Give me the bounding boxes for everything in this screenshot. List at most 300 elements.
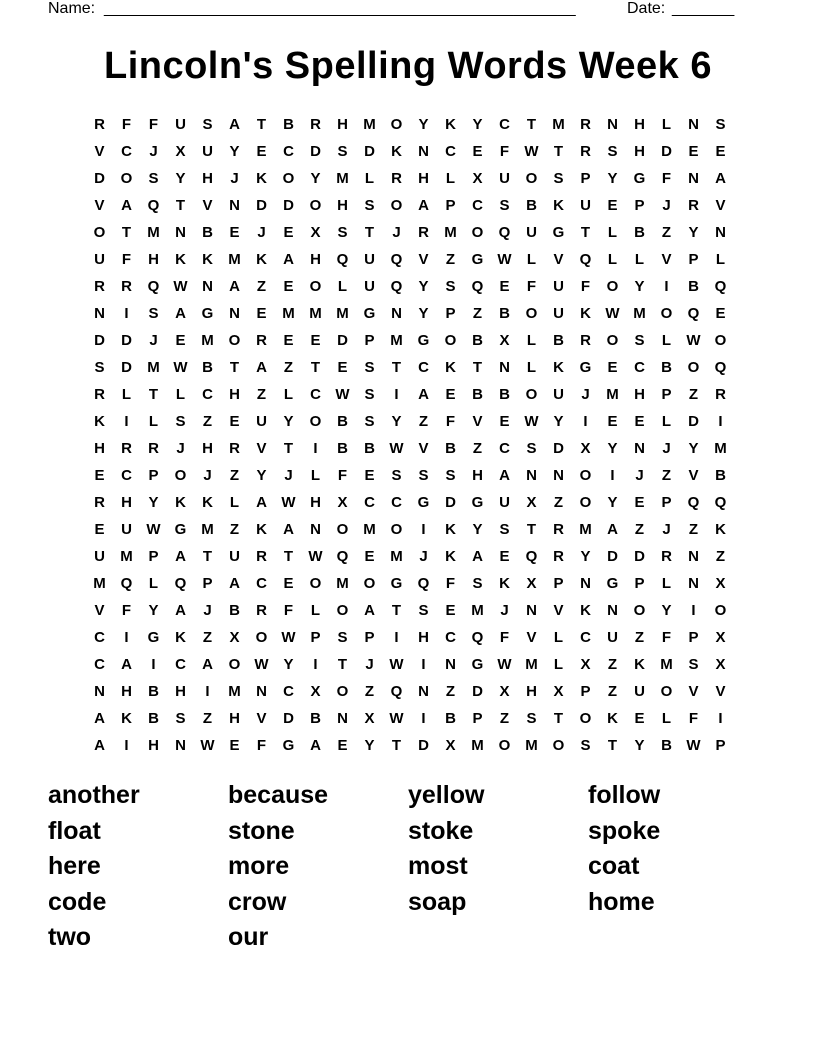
grid-cell[interactable]: B: [526, 197, 537, 214]
grid-cell[interactable]: K: [499, 575, 510, 592]
grid-cell[interactable]: U: [553, 386, 564, 403]
grid-cell[interactable]: B: [661, 737, 672, 754]
grid-cell[interactable]: C: [175, 656, 186, 673]
grid-cell[interactable]: I: [691, 602, 696, 619]
grid-cell[interactable]: I: [394, 629, 399, 646]
grid-cell[interactable]: T: [256, 116, 267, 133]
grid-cell[interactable]: U: [634, 683, 645, 700]
grid-cell[interactable]: M: [714, 440, 727, 457]
grid-cell[interactable]: O: [525, 386, 538, 403]
grid-cell[interactable]: M: [147, 224, 160, 241]
grid-cell[interactable]: K: [715, 521, 726, 538]
grid-cell[interactable]: Q: [120, 575, 133, 592]
grid-cell[interactable]: E: [283, 332, 294, 349]
grid-cell[interactable]: Q: [147, 278, 160, 295]
grid-cell[interactable]: W: [200, 737, 215, 754]
grid-cell[interactable]: R: [256, 332, 267, 349]
grid-cell[interactable]: A: [310, 737, 321, 754]
grid-cell[interactable]: R: [553, 521, 564, 538]
grid-cell[interactable]: Y: [580, 548, 591, 565]
grid-cell[interactable]: H: [148, 737, 159, 754]
grid-cell[interactable]: P: [553, 575, 564, 592]
grid-cell[interactable]: R: [688, 197, 699, 214]
grid-cell[interactable]: M: [525, 656, 538, 673]
grid-cell[interactable]: V: [472, 413, 483, 430]
grid-cell[interactable]: N: [175, 737, 186, 754]
grid-cell[interactable]: Z: [256, 386, 267, 403]
grid-cell[interactable]: H: [418, 629, 429, 646]
grid-cell[interactable]: B: [661, 359, 672, 376]
grid-cell[interactable]: T: [391, 602, 402, 619]
grid-cell[interactable]: N: [688, 575, 699, 592]
grid-cell[interactable]: N: [391, 305, 402, 322]
grid-cell[interactable]: X: [715, 575, 726, 592]
grid-cell[interactable]: T: [526, 116, 537, 133]
grid-cell[interactable]: S: [499, 197, 510, 214]
grid-cell[interactable]: E: [256, 305, 267, 322]
grid-cell[interactable]: E: [256, 143, 267, 160]
grid-cell[interactable]: A: [175, 548, 186, 565]
grid-cell[interactable]: Y: [553, 413, 564, 430]
grid-cell[interactable]: N: [634, 440, 645, 457]
grid-cell[interactable]: Z: [715, 548, 726, 565]
grid-cell[interactable]: N: [607, 602, 618, 619]
grid-cell[interactable]: D: [688, 413, 699, 430]
grid-cell[interactable]: Z: [202, 710, 213, 727]
grid-cell[interactable]: M: [201, 521, 214, 538]
grid-cell[interactable]: D: [283, 710, 294, 727]
grid-cell[interactable]: O: [660, 683, 673, 700]
grid-cell[interactable]: W: [335, 386, 350, 403]
grid-cell[interactable]: R: [580, 116, 591, 133]
grid-cell[interactable]: S: [418, 602, 429, 619]
grid-cell[interactable]: L: [661, 413, 672, 430]
grid-cell[interactable]: Z: [418, 413, 429, 430]
grid-cell[interactable]: N: [607, 116, 618, 133]
grid-cell[interactable]: Q: [687, 305, 700, 322]
grid-cell[interactable]: E: [310, 332, 321, 349]
grid-cell[interactable]: L: [634, 251, 645, 268]
grid-cell[interactable]: Q: [390, 251, 403, 268]
grid-cell[interactable]: P: [580, 170, 591, 187]
grid-cell[interactable]: S: [337, 224, 348, 241]
grid-cell[interactable]: B: [445, 440, 456, 457]
grid-cell[interactable]: M: [336, 305, 349, 322]
grid-cell[interactable]: V: [256, 710, 267, 727]
grid-cell[interactable]: O: [579, 467, 592, 484]
grid-cell[interactable]: X: [229, 629, 240, 646]
grid-cell[interactable]: P: [364, 332, 375, 349]
grid-cell[interactable]: Y: [148, 602, 159, 619]
grid-cell[interactable]: O: [363, 575, 376, 592]
grid-cell[interactable]: M: [363, 521, 376, 538]
grid-cell[interactable]: P: [148, 467, 159, 484]
grid-cell[interactable]: M: [282, 305, 295, 322]
grid-cell[interactable]: F: [580, 278, 591, 295]
grid-cell[interactable]: I: [718, 710, 723, 727]
grid-cell[interactable]: X: [499, 683, 510, 700]
grid-cell[interactable]: J: [662, 197, 671, 214]
grid-cell[interactable]: B: [688, 278, 699, 295]
grid-cell[interactable]: G: [471, 494, 484, 511]
grid-cell[interactable]: W: [146, 521, 161, 538]
grid-cell[interactable]: X: [445, 737, 456, 754]
grid-cell[interactable]: S: [364, 359, 375, 376]
grid-cell[interactable]: U: [526, 224, 537, 241]
grid-cell[interactable]: Y: [256, 467, 267, 484]
grid-cell[interactable]: C: [94, 629, 105, 646]
grid-cell[interactable]: P: [472, 710, 483, 727]
grid-cell[interactable]: G: [471, 251, 484, 268]
grid-cell[interactable]: L: [121, 386, 132, 403]
grid-cell[interactable]: F: [337, 467, 348, 484]
grid-cell[interactable]: Y: [148, 494, 159, 511]
grid-cell[interactable]: O: [282, 170, 295, 187]
grid-cell[interactable]: N: [256, 683, 267, 700]
grid-cell[interactable]: U: [175, 116, 186, 133]
grid-cell[interactable]: Z: [202, 413, 213, 430]
grid-cell[interactable]: L: [310, 602, 321, 619]
grid-cell[interactable]: S: [607, 143, 618, 160]
grid-cell[interactable]: B: [337, 440, 348, 457]
grid-cell[interactable]: I: [313, 656, 318, 673]
grid-cell[interactable]: R: [94, 494, 105, 511]
grid-cell[interactable]: W: [389, 656, 404, 673]
grid-cell[interactable]: K: [580, 305, 591, 322]
grid-cell[interactable]: X: [310, 224, 321, 241]
grid-cell[interactable]: Z: [229, 521, 240, 538]
grid-cell[interactable]: G: [390, 575, 403, 592]
grid-cell[interactable]: W: [389, 710, 404, 727]
grid-cell[interactable]: I: [718, 413, 723, 430]
grid-cell[interactable]: N: [418, 683, 429, 700]
grid-cell[interactable]: B: [202, 224, 213, 241]
grid-cell[interactable]: O: [498, 737, 511, 754]
grid-cell[interactable]: R: [553, 548, 564, 565]
grid-cell[interactable]: B: [202, 359, 213, 376]
grid-cell[interactable]: S: [526, 710, 537, 727]
grid-cell[interactable]: G: [174, 521, 187, 538]
grid-cell[interactable]: N: [526, 467, 537, 484]
name-blank-line[interactable]: _____________________________________________________: [104, 0, 576, 17]
grid-cell[interactable]: K: [175, 494, 186, 511]
grid-cell[interactable]: M: [390, 332, 403, 349]
grid-cell[interactable]: A: [121, 656, 132, 673]
grid-cell[interactable]: Z: [661, 224, 672, 241]
grid-cell[interactable]: D: [607, 548, 618, 565]
grid-cell[interactable]: S: [175, 413, 186, 430]
grid-cell[interactable]: E: [499, 278, 510, 295]
grid-cell[interactable]: O: [579, 494, 592, 511]
grid-cell[interactable]: N: [499, 359, 510, 376]
grid-cell[interactable]: I: [421, 710, 426, 727]
grid-cell[interactable]: I: [124, 305, 129, 322]
grid-cell[interactable]: G: [417, 494, 430, 511]
grid-cell[interactable]: Y: [310, 170, 321, 187]
grid-cell[interactable]: P: [148, 548, 159, 565]
grid-cell[interactable]: H: [526, 683, 537, 700]
grid-cell[interactable]: K: [580, 602, 591, 619]
grid-cell[interactable]: A: [418, 386, 429, 403]
grid-cell[interactable]: A: [256, 494, 267, 511]
grid-cell[interactable]: B: [310, 710, 321, 727]
grid-cell[interactable]: C: [418, 359, 429, 376]
grid-cell[interactable]: P: [445, 305, 456, 322]
grid-cell[interactable]: Z: [607, 656, 618, 673]
grid-cell[interactable]: F: [256, 737, 267, 754]
grid-cell[interactable]: J: [662, 521, 671, 538]
grid-cell[interactable]: Y: [607, 494, 618, 511]
grid-cell[interactable]: K: [121, 710, 132, 727]
grid-cell[interactable]: S: [94, 359, 105, 376]
grid-cell[interactable]: R: [121, 278, 132, 295]
grid-cell[interactable]: H: [121, 683, 132, 700]
grid-cell[interactable]: E: [445, 386, 456, 403]
grid-cell[interactable]: L: [283, 386, 294, 403]
grid-cell[interactable]: M: [228, 251, 241, 268]
grid-cell[interactable]: L: [526, 359, 537, 376]
grid-cell[interactable]: O: [660, 305, 673, 322]
grid-cell[interactable]: S: [391, 467, 402, 484]
grid-cell[interactable]: Q: [471, 278, 484, 295]
grid-cell[interactable]: A: [283, 251, 294, 268]
grid-cell[interactable]: M: [471, 737, 484, 754]
grid-cell[interactable]: Z: [445, 251, 456, 268]
grid-cell[interactable]: M: [93, 575, 106, 592]
grid-cell[interactable]: C: [499, 116, 510, 133]
grid-cell[interactable]: C: [283, 683, 294, 700]
grid-cell[interactable]: G: [633, 170, 646, 187]
grid-cell[interactable]: T: [391, 737, 402, 754]
grid-cell[interactable]: E: [634, 494, 645, 511]
grid-cell[interactable]: S: [148, 170, 159, 187]
grid-cell[interactable]: A: [94, 710, 105, 727]
grid-cell[interactable]: F: [526, 278, 537, 295]
grid-cell[interactable]: C: [634, 359, 645, 376]
grid-cell[interactable]: K: [175, 251, 186, 268]
grid-cell[interactable]: T: [283, 548, 294, 565]
grid-cell[interactable]: O: [633, 602, 646, 619]
grid-cell[interactable]: H: [634, 116, 645, 133]
grid-cell[interactable]: Q: [714, 359, 727, 376]
grid-cell[interactable]: X: [580, 656, 591, 673]
grid-cell[interactable]: H: [175, 683, 186, 700]
grid-cell[interactable]: S: [472, 575, 483, 592]
grid-cell[interactable]: T: [553, 143, 564, 160]
grid-cell[interactable]: W: [281, 494, 296, 511]
grid-cell[interactable]: R: [94, 386, 105, 403]
grid-cell[interactable]: O: [525, 170, 538, 187]
grid-cell[interactable]: S: [418, 467, 429, 484]
grid-cell[interactable]: U: [580, 197, 591, 214]
grid-cell[interactable]: E: [229, 224, 240, 241]
grid-cell[interactable]: Q: [336, 548, 349, 565]
grid-cell[interactable]: N: [418, 143, 429, 160]
grid-cell[interactable]: D: [283, 197, 294, 214]
grid-cell[interactable]: J: [149, 143, 158, 160]
grid-cell[interactable]: O: [309, 197, 322, 214]
grid-cell[interactable]: B: [148, 710, 159, 727]
grid-cell[interactable]: A: [229, 575, 240, 592]
grid-cell[interactable]: O: [687, 359, 700, 376]
grid-cell[interactable]: J: [257, 224, 266, 241]
grid-cell[interactable]: J: [284, 467, 293, 484]
grid-cell[interactable]: O: [390, 116, 403, 133]
grid-cell[interactable]: T: [121, 224, 132, 241]
grid-cell[interactable]: F: [121, 251, 132, 268]
grid-cell[interactable]: H: [634, 143, 645, 160]
grid-cell[interactable]: H: [229, 386, 240, 403]
grid-cell[interactable]: X: [580, 440, 591, 457]
grid-cell[interactable]: G: [363, 305, 376, 322]
grid-cell[interactable]: S: [364, 386, 375, 403]
grid-cell[interactable]: F: [445, 413, 456, 430]
grid-cell[interactable]: Q: [714, 494, 727, 511]
grid-cell[interactable]: H: [310, 251, 321, 268]
grid-cell[interactable]: Y: [607, 170, 618, 187]
grid-cell[interactable]: K: [445, 116, 456, 133]
grid-cell[interactable]: J: [365, 656, 374, 673]
grid-cell[interactable]: E: [283, 278, 294, 295]
grid-cell[interactable]: B: [499, 386, 510, 403]
grid-cell[interactable]: P: [364, 629, 375, 646]
grid-cell[interactable]: Z: [202, 629, 213, 646]
grid-cell[interactable]: U: [553, 278, 564, 295]
grid-cell[interactable]: J: [500, 602, 509, 619]
grid-cell[interactable]: O: [228, 332, 241, 349]
grid-cell[interactable]: T: [148, 386, 159, 403]
grid-cell[interactable]: F: [121, 116, 132, 133]
grid-cell[interactable]: X: [526, 575, 537, 592]
grid-cell[interactable]: I: [583, 413, 588, 430]
grid-cell[interactable]: R: [310, 116, 321, 133]
grid-cell[interactable]: M: [660, 656, 673, 673]
grid-cell[interactable]: I: [610, 467, 615, 484]
grid-cell[interactable]: C: [121, 143, 132, 160]
grid-cell[interactable]: E: [283, 224, 294, 241]
grid-cell[interactable]: M: [201, 332, 214, 349]
grid-cell[interactable]: O: [552, 737, 565, 754]
grid-cell[interactable]: H: [337, 116, 348, 133]
grid-cell[interactable]: B: [229, 602, 240, 619]
grid-cell[interactable]: F: [121, 602, 132, 619]
grid-cell[interactable]: Q: [579, 251, 592, 268]
grid-cell[interactable]: G: [147, 629, 160, 646]
grid-cell[interactable]: V: [94, 143, 105, 160]
grid-cell[interactable]: K: [445, 548, 456, 565]
grid-cell[interactable]: L: [526, 332, 537, 349]
grid-cell[interactable]: C: [472, 197, 483, 214]
grid-cell[interactable]: D: [418, 737, 429, 754]
grid-cell[interactable]: A: [229, 116, 240, 133]
grid-cell[interactable]: A: [94, 737, 105, 754]
grid-cell[interactable]: S: [634, 332, 645, 349]
grid-cell[interactable]: M: [606, 386, 619, 403]
grid-cell[interactable]: R: [580, 332, 591, 349]
grid-cell[interactable]: W: [173, 278, 188, 295]
grid-cell[interactable]: M: [552, 116, 565, 133]
grid-cell[interactable]: B: [472, 386, 483, 403]
grid-cell[interactable]: B: [499, 305, 510, 322]
grid-cell[interactable]: E: [715, 143, 726, 160]
grid-cell[interactable]: O: [228, 656, 241, 673]
grid-cell[interactable]: A: [175, 305, 186, 322]
grid-cell[interactable]: G: [606, 575, 619, 592]
grid-cell[interactable]: B: [472, 332, 483, 349]
grid-cell[interactable]: H: [634, 386, 645, 403]
grid-cell[interactable]: C: [94, 656, 105, 673]
grid-cell[interactable]: D: [445, 494, 456, 511]
grid-cell[interactable]: U: [94, 548, 105, 565]
grid-cell[interactable]: E: [607, 359, 618, 376]
grid-cell[interactable]: F: [499, 629, 510, 646]
grid-cell[interactable]: V: [94, 197, 105, 214]
grid-cell[interactable]: L: [715, 251, 726, 268]
grid-cell[interactable]: A: [418, 197, 429, 214]
grid-cell[interactable]: S: [148, 305, 159, 322]
grid-cell[interactable]: F: [283, 602, 294, 619]
grid-cell[interactable]: P: [634, 197, 645, 214]
grid-cell[interactable]: K: [445, 521, 456, 538]
grid-cell[interactable]: R: [256, 548, 267, 565]
grid-cell[interactable]: G: [471, 656, 484, 673]
grid-cell[interactable]: K: [634, 656, 645, 673]
grid-cell[interactable]: P: [580, 683, 591, 700]
grid-cell[interactable]: Y: [661, 602, 672, 619]
grid-cell[interactable]: I: [205, 683, 210, 700]
grid-cell[interactable]: H: [310, 494, 321, 511]
grid-cell[interactable]: J: [230, 170, 239, 187]
grid-cell[interactable]: S: [445, 467, 456, 484]
grid-cell[interactable]: T: [607, 737, 618, 754]
grid-cell[interactable]: Q: [390, 278, 403, 295]
grid-cell[interactable]: L: [553, 656, 564, 673]
grid-cell[interactable]: D: [472, 683, 483, 700]
grid-cell[interactable]: U: [94, 251, 105, 268]
grid-cell[interactable]: C: [121, 467, 132, 484]
grid-cell[interactable]: K: [553, 197, 564, 214]
grid-cell[interactable]: C: [364, 494, 375, 511]
grid-cell[interactable]: C: [283, 143, 294, 160]
grid-cell[interactable]: N: [688, 116, 699, 133]
grid-cell[interactable]: R: [94, 278, 105, 295]
grid-cell[interactable]: S: [580, 737, 591, 754]
grid-cell[interactable]: L: [148, 413, 159, 430]
grid-cell[interactable]: P: [634, 575, 645, 592]
grid-cell[interactable]: N: [229, 305, 240, 322]
grid-cell[interactable]: L: [229, 494, 240, 511]
grid-cell[interactable]: E: [445, 602, 456, 619]
grid-cell[interactable]: V: [526, 629, 537, 646]
grid-cell[interactable]: M: [633, 305, 646, 322]
grid-cell[interactable]: J: [662, 440, 671, 457]
grid-cell[interactable]: P: [715, 737, 726, 754]
grid-cell[interactable]: B: [445, 710, 456, 727]
grid-cell[interactable]: K: [553, 359, 564, 376]
grid-cell[interactable]: U: [202, 143, 213, 160]
grid-cell[interactable]: W: [524, 143, 539, 160]
grid-cell[interactable]: G: [552, 224, 565, 241]
grid-cell[interactable]: Y: [283, 656, 294, 673]
grid-cell[interactable]: B: [715, 467, 726, 484]
grid-cell[interactable]: M: [390, 548, 403, 565]
grid-cell[interactable]: E: [337, 737, 348, 754]
grid-cell[interactable]: S: [337, 143, 348, 160]
grid-cell[interactable]: K: [445, 359, 456, 376]
grid-cell[interactable]: B: [283, 116, 294, 133]
grid-cell[interactable]: X: [715, 656, 726, 673]
grid-cell[interactable]: A: [202, 656, 213, 673]
